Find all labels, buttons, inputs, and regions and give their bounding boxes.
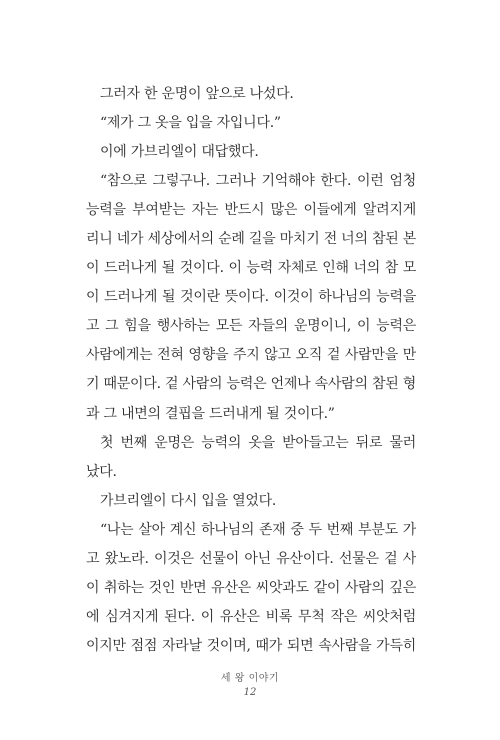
text-line: “제가 그 옷을 입을 자입니다.” — [100, 115, 281, 132]
text-line: 이지만 점점 자라날 것이며, 때가 되면 속사람을 가득히 — [86, 637, 416, 654]
text-line: 이 드러나게 될 것이다. 이 능력 자체로 인해 너의 참 모 — [86, 260, 416, 277]
text-line: 에 심겨지게 된다. 이 유산은 비록 무척 작은 씨앗처럼 — [86, 608, 416, 625]
text-line: 났다. — [86, 463, 117, 480]
text-line: 기 때문이다. 겉 사람의 능력은 언제나 속사람의 참된 형 — [86, 376, 416, 393]
page-number: 12 — [243, 687, 257, 698]
text-line: 고 그 힘을 행사하는 모든 자들의 운명이니, 이 능력은 — [86, 318, 416, 335]
text-line: 고 왔노라. 이것은 선물이 아닌 유산이다. 선물은 겉 사 — [86, 550, 416, 567]
text-line: 이 취하는 것인 반면 유산은 씨앗과도 같이 사람의 깊은 — [86, 579, 416, 596]
text-line: 첫 번째 운명은 능력의 옷을 받아들고는 뒤로 물러 — [100, 434, 416, 451]
text-line: “참으로 그렇구나. 그러나 기억해야 한다. 이런 엄청 — [100, 173, 416, 190]
text-line: 사람에게는 전혀 영향을 주지 않고 오직 겉 사람만을 만 — [86, 347, 416, 364]
running-title: 세 왕 이야기 — [220, 673, 280, 684]
text-line: 그러자 한 운명이 앞으로 나섰다. — [100, 86, 294, 102]
text-line: 가브리엘이 다시 입을 열었다. — [100, 492, 277, 509]
text-line: 과 그 내면의 결핍을 드러내게 될 것이다.” — [86, 405, 335, 422]
text-line: 이 드러나게 될 것이란 뜻이다. 이것이 하나님의 능력을 — [86, 289, 416, 306]
text-line: “나는 살아 계신 하나님의 존재 중 두 번째 부분도 가 — [100, 521, 416, 538]
page-body-text — [86, 80, 416, 661]
text-line: 이에 가브리엘이 대답했다. — [100, 144, 259, 161]
text-line: 리니 네가 세상에서의 순례 길을 마치기 전 너의 참된 본 — [86, 231, 416, 248]
text-line: 능력을 부여받는 자는 반드시 많은 이들에게 알려지게 — [86, 202, 416, 219]
